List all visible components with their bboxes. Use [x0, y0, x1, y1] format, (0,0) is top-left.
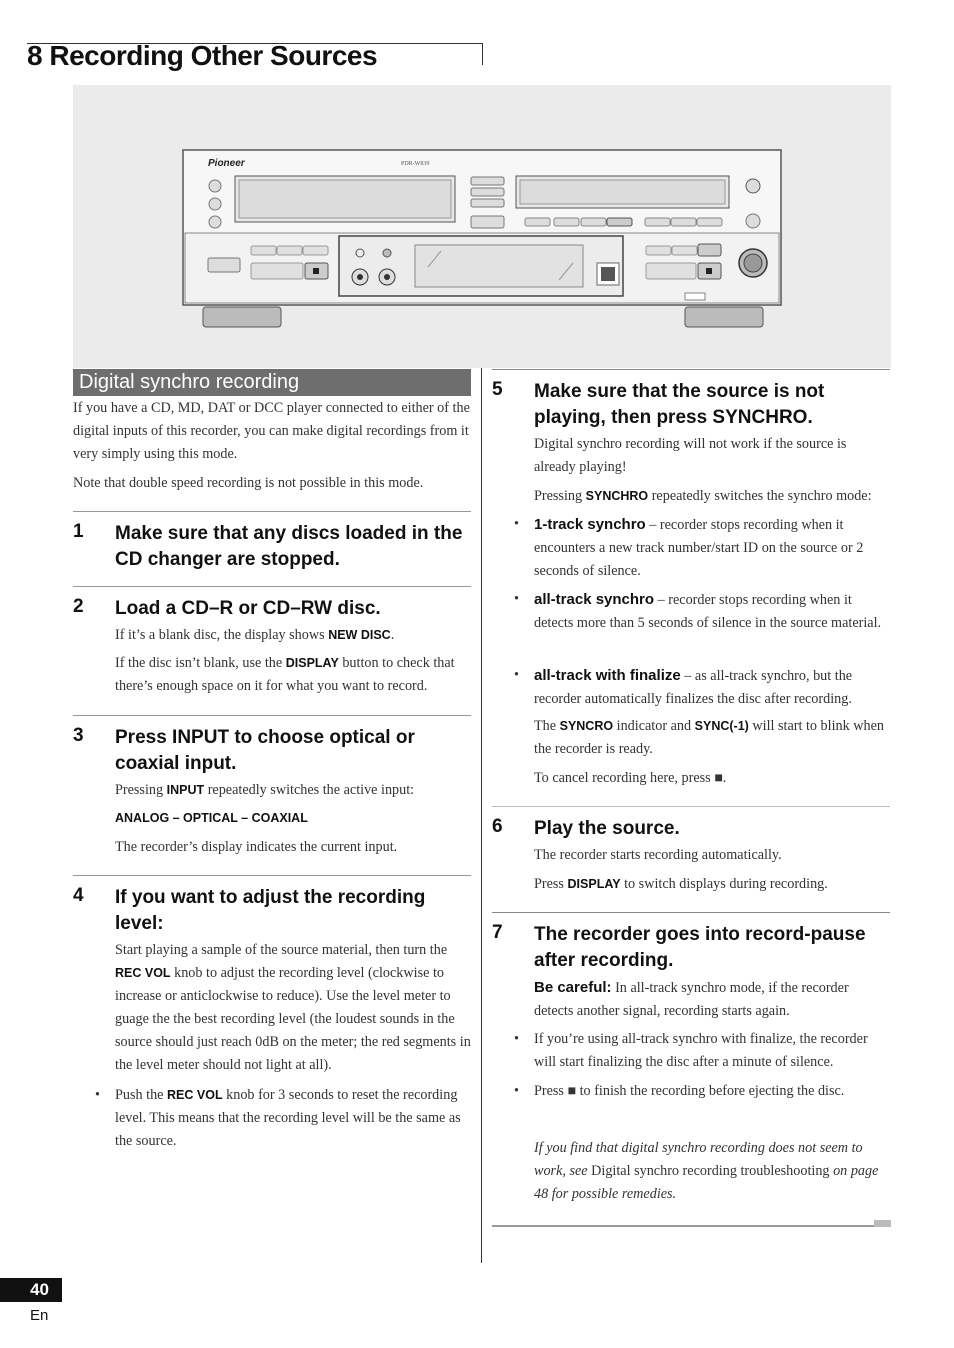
step-divider [492, 806, 890, 807]
step-text: Press DISPLAY to switch displays during recording. [534, 876, 828, 892]
end-rule [492, 1225, 874, 1227]
step-text: The recorder’s display indicates the current input. [115, 839, 398, 855]
step-title: If you want to adjust the recording level: [115, 887, 426, 934]
step-divider [492, 369, 890, 370]
model-label: PDR-W839 [401, 161, 430, 167]
step-number: 1 [73, 521, 84, 542]
step-number: 3 [73, 725, 84, 746]
chapter-title: 8 Recording Other Sources [27, 40, 378, 71]
step-divider [492, 912, 890, 913]
step-text: If it’s a blank disc, the display shows NEW DISC. [115, 627, 395, 643]
step-title: Press INPUT to choose optical or coaxial input. [115, 727, 415, 774]
chapter-rule-tick [482, 43, 483, 65]
intro-paragraph: If you have a CD, MD, DAT or DCC player connected to either of the digital inputs of this recorder, you can make digital recordings from it very simply using this mode. [73, 400, 470, 462]
step-title: Make sure that the source is not playing, then press SYNCHRO. [534, 381, 825, 428]
step-number: 2 [73, 596, 84, 617]
step-number: 4 [73, 885, 84, 906]
section-title: Digital synchro recording [73, 369, 471, 396]
step-text: Pressing SYNCHRO repeatedly switches the synchro mode: [534, 488, 872, 504]
recorder-illustration [73, 85, 891, 368]
page-number: 40 [0, 1278, 62, 1302]
recorder-front-panel-drawing [73, 85, 891, 368]
step-divider [73, 586, 471, 587]
step-title: The recorder goes into record-pause after recording. [534, 924, 866, 971]
end-marker [874, 1220, 891, 1227]
step-text: Start playing a sample of the source material, then turn the REC VOL knob to adjust the recording level (clockwise to increase or anticlockwise to reduce). Use the level meter to guage the the best recording level (the loudest sounds in the source should just reach 0dB on the meter; the red segments in the level meter should not light at all). [115, 942, 471, 1073]
step-number: 7 [492, 922, 503, 943]
troubleshooting-note: If you find that digital synchro recording does not seem to work, see Digital synchro recording troubleshooting on page 48 for possible remedies. [534, 1140, 879, 1202]
step-divider [73, 511, 471, 512]
step-text: The recorder starts recording automatically. [534, 847, 782, 863]
step-text: Digital synchro recording will not work if the source is already playing! [534, 436, 847, 475]
step-number: 5 [492, 379, 503, 400]
step-divider [73, 875, 471, 876]
step-text: Be careful: In all-track synchro mode, if the recorder detects another signal, recording starts again. [534, 979, 849, 1019]
bullet-item: • all-track with finalize – as all-track synchro, but the recorder automatically finalizes the disc after recording. [534, 664, 886, 711]
column-divider [481, 368, 482, 1263]
bullet-item: • If you’re using all-track synchro with finalize, the recorder will start finalizing the disc after a minute of silence. [534, 1028, 884, 1074]
input-modes: ANALOG – OPTICAL – COAXIAL [115, 811, 308, 825]
step-number: 6 [492, 816, 503, 837]
step-text: Pressing INPUT repeatedly switches the active input: [115, 782, 415, 798]
step-text: To cancel recording here, press ■. [534, 770, 727, 786]
step-text: The SYNCRO indicator and SYNC(-1) will start to blink when the recorder is ready. [534, 718, 884, 757]
intro-note: Note that double speed recording is not possible in this mode. [73, 475, 424, 491]
bullet-item: • all-track synchro – recorder stops recording when it detects more than 5 seconds of silence in the source material. [534, 588, 884, 635]
bullet-item: • Push the REC VOL knob for 3 seconds to reset the recording level. This means that the recording level will be the same as the source. [115, 1084, 475, 1153]
language-code: En [30, 1307, 49, 1324]
step-divider [73, 715, 471, 716]
step-title: Load a CD–R or CD–RW disc. [115, 598, 381, 619]
brand-logo: Pioneer [208, 158, 245, 169]
bullet-item: • Press ■ to finish the recording before ejecting the disc. [534, 1080, 884, 1103]
step-title: Play the source. [534, 818, 680, 839]
step-text: If the disc isn’t blank, use the DISPLAY button to check that there’s enough space on it for what you want to record. [115, 655, 455, 694]
step-title: Make sure that any discs loaded in the CD changer are stopped. [115, 523, 463, 570]
bullet-item: • 1-track synchro – recorder stops recording when it encounters a new track number/start ID on the source or 2 seconds of silence. [534, 513, 884, 583]
